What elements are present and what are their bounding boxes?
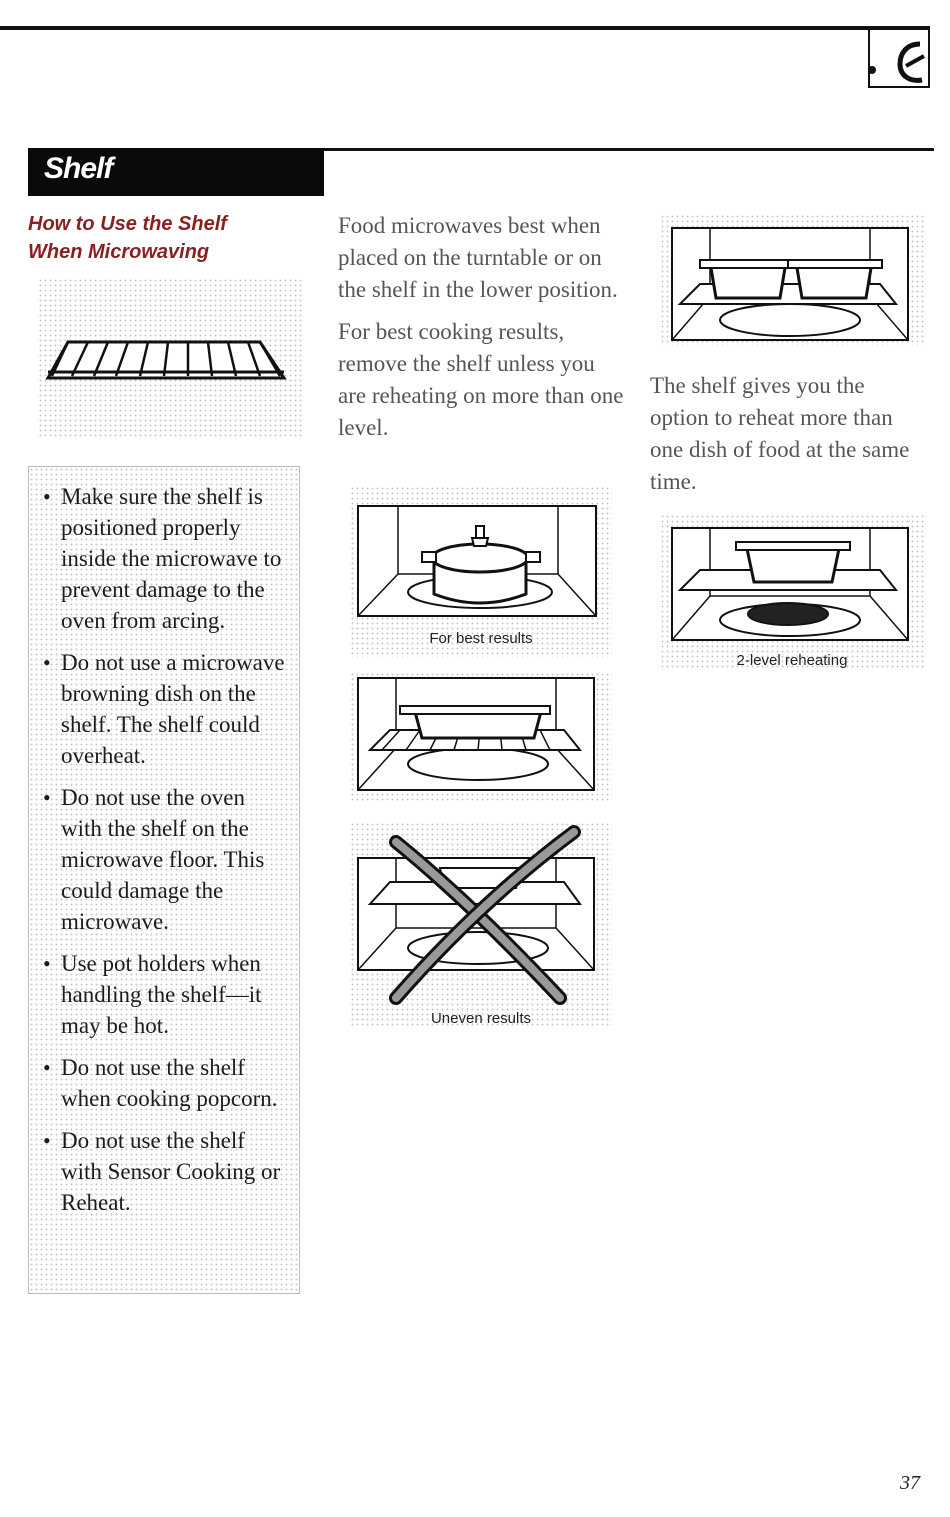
two-dishes-figure <box>660 214 924 346</box>
right-paragraph-1: The shelf gives you the option to reheat more than one dish of food at the same time. <box>650 373 910 494</box>
list-item: • Do not use the oven with the shelf on the microwave floor. This could damage the microwave. <box>37 782 289 937</box>
middle-paragraph-1: Food microwaves best when placed on the turntable or on the shelf in the lower position. <box>338 213 618 302</box>
shelf-casserole-figure <box>350 672 612 802</box>
oven-two-level-icon <box>660 514 924 670</box>
list-item: • Do not use the shelf with Sensor Cooking or Reheat. <box>37 1125 289 1218</box>
list-item: • Do not use the shelf when cooking popcorn. <box>37 1052 289 1114</box>
subhead <box>28 210 288 266</box>
list-item: • Use pot holders when handling the shelf—it may be hot. <box>37 948 289 1041</box>
tab-marker-icon <box>870 30 932 92</box>
caption-uneven-results: Uneven results <box>430 1010 532 1027</box>
subhead-line-2: When Microwaving <box>28 241 210 263</box>
shelf-illustration <box>38 278 302 438</box>
section-title: Shelf <box>44 152 113 185</box>
corner-dot <box>868 66 876 74</box>
best-results-figure <box>350 486 612 658</box>
corner-tab <box>868 26 930 88</box>
two-level-figure <box>660 514 924 670</box>
uneven-results-figure <box>350 822 612 1028</box>
caption-two-level: 2-level reheating <box>736 652 848 669</box>
right-text <box>650 370 910 508</box>
subhead-line-1: How to Use the Shelf <box>28 213 227 235</box>
list-item: • Make sure the shelf is positioned properly inside the microwave to prevent damage to the oven from arcing. <box>37 481 289 636</box>
oven-crossed-out-icon <box>350 822 612 1028</box>
page-number: 37 <box>900 1472 920 1494</box>
middle-paragraph-2: For best cooking results, remove the shelf unless you are reheating on more than one level. <box>338 319 624 440</box>
oven-casserole-icon <box>350 672 612 802</box>
shelf-rack-icon <box>38 278 302 438</box>
list-item: • Do not use a microwave browning dish on the shelf. The shelf could overheat. <box>37 647 289 771</box>
middle-text <box>338 210 628 454</box>
top-rule <box>0 26 930 30</box>
caption-best-results: For best results <box>429 630 533 647</box>
cautions-box <box>28 466 300 1294</box>
cautions-list <box>37 481 289 1218</box>
oven-two-dishes-icon <box>660 214 924 346</box>
